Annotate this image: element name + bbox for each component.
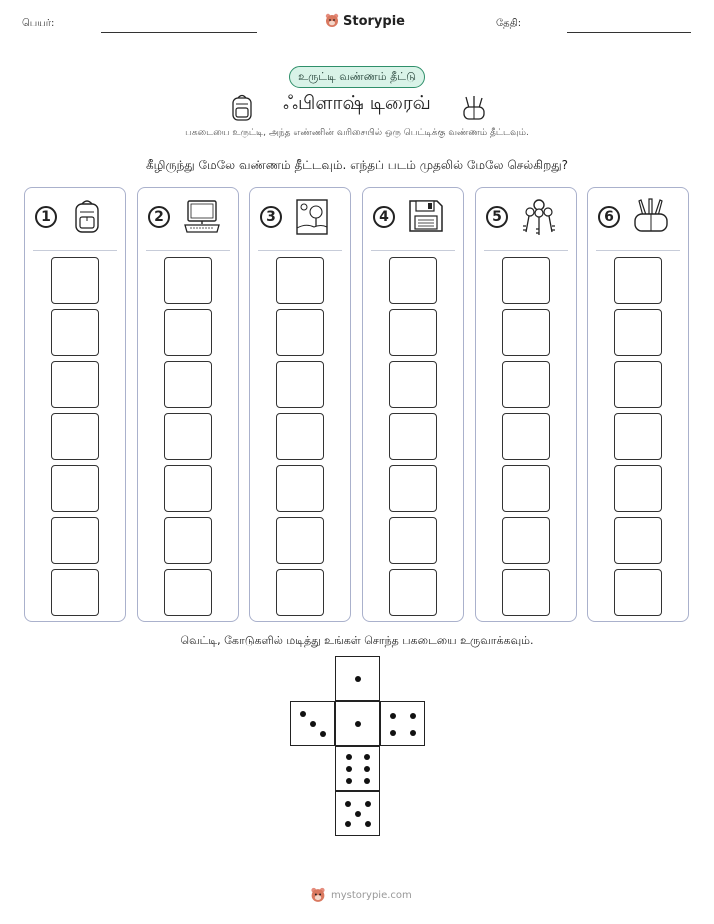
color-box[interactable]: [164, 465, 212, 512]
color-box[interactable]: [389, 465, 437, 512]
column-number: 1: [35, 206, 57, 228]
color-box[interactable]: [51, 413, 99, 460]
color-box[interactable]: [502, 361, 550, 408]
color-box[interactable]: [164, 517, 212, 564]
computer-icon: [182, 198, 222, 234]
color-box[interactable]: [276, 413, 324, 460]
column-4: [362, 187, 464, 622]
color-box[interactable]: [614, 361, 662, 408]
column-number: 5: [486, 206, 508, 228]
color-box[interactable]: [51, 257, 99, 304]
page-title: ஃபிளாஷ் டிரைவ்: [283, 92, 431, 114]
column-1: [24, 187, 126, 622]
column-number: 4: [373, 206, 395, 228]
activity-pill: உருட்டி வண்ணம் தீட்டு: [289, 66, 425, 88]
column-divider: [371, 250, 455, 251]
color-box[interactable]: [164, 309, 212, 356]
name-line[interactable]: [101, 32, 257, 33]
die-pip: [310, 721, 316, 727]
color-box[interactable]: [164, 361, 212, 408]
die-pip: [345, 801, 351, 807]
die-pip: [320, 731, 326, 737]
color-box[interactable]: [502, 517, 550, 564]
die-pip: [365, 821, 371, 827]
date-line[interactable]: [567, 32, 691, 33]
brand-name: Storypie: [343, 13, 405, 29]
color-box[interactable]: [276, 517, 324, 564]
color-box[interactable]: [51, 361, 99, 408]
column-2: [137, 187, 239, 622]
color-box[interactable]: [51, 465, 99, 512]
die-face-bottom: [335, 746, 380, 791]
die-pip: [355, 721, 361, 727]
die-pip: [410, 713, 416, 719]
floppy-disk-icon: [407, 198, 445, 234]
dice-instruction: வெட்டி, கோடுகளில் மடித்து உங்கள் சொந்த பகடையை உருவாக்கவும்.: [180, 634, 534, 647]
color-box[interactable]: [502, 309, 550, 356]
instruction: கீழிருந்து மேலே வண்ணம் தீட்டவும். எந்தப் படம் முதலில் மேலே செல்கிறது?: [145, 158, 569, 172]
color-box[interactable]: [389, 309, 437, 356]
die-pip: [390, 730, 396, 736]
pencil-case-icon: [461, 94, 487, 122]
color-box[interactable]: [276, 465, 324, 512]
color-box[interactable]: [502, 413, 550, 460]
color-box[interactable]: [276, 361, 324, 408]
column-number: 6: [598, 206, 620, 228]
die-pip: [364, 778, 370, 784]
color-box[interactable]: [276, 309, 324, 356]
backpack-icon: [69, 198, 105, 234]
color-box[interactable]: [389, 413, 437, 460]
die-pip: [364, 766, 370, 772]
column-number: 3: [260, 206, 282, 228]
die-pip: [345, 821, 351, 827]
color-box[interactable]: [389, 517, 437, 564]
column-3: [249, 187, 351, 622]
die-face-top: [335, 656, 380, 701]
keys-icon: [520, 198, 558, 238]
color-box[interactable]: [614, 257, 662, 304]
column-6: [587, 187, 689, 622]
die-pip: [346, 754, 352, 760]
die-face-center: [335, 701, 380, 746]
die-face-back: [335, 791, 380, 836]
color-box[interactable]: [614, 569, 662, 616]
color-box[interactable]: [276, 569, 324, 616]
color-box[interactable]: [389, 361, 437, 408]
die-pip: [364, 754, 370, 760]
color-box[interactable]: [164, 257, 212, 304]
die-pip: [410, 730, 416, 736]
color-box[interactable]: [51, 517, 99, 564]
pencil-case-icon: [632, 198, 670, 234]
column-divider: [258, 250, 342, 251]
column-5: [475, 187, 577, 622]
column-divider: [33, 250, 117, 251]
color-box[interactable]: [51, 569, 99, 616]
date-label: தேதி:: [496, 18, 522, 29]
color-box[interactable]: [502, 465, 550, 512]
die-face-left: [290, 701, 335, 746]
color-box[interactable]: [51, 309, 99, 356]
column-divider: [596, 250, 680, 251]
die-pip: [390, 713, 396, 719]
die-pip: [346, 778, 352, 784]
color-box[interactable]: [389, 257, 437, 304]
column-number: 2: [148, 206, 170, 228]
color-box[interactable]: [502, 569, 550, 616]
landscape-picture-icon: [294, 198, 330, 236]
die-pip: [300, 711, 306, 717]
name-label: பெயர்:: [22, 18, 55, 29]
subtitle: பகடையை உருட்டி, அந்த எண்ணின் வரிசையில் ஒரு பெட்டிக்கு வண்ணம் தீட்டவும்.: [185, 128, 529, 138]
color-box[interactable]: [389, 569, 437, 616]
color-box[interactable]: [614, 465, 662, 512]
footer: [310, 887, 412, 904]
color-box[interactable]: [502, 257, 550, 304]
die-pip: [346, 766, 352, 772]
die-pip: [355, 676, 361, 682]
column-divider: [146, 250, 230, 251]
color-box[interactable]: [276, 257, 324, 304]
color-box[interactable]: [614, 309, 662, 356]
column-divider: [484, 250, 568, 251]
bear-icon: [310, 887, 326, 904]
die-pip: [355, 811, 361, 817]
color-box[interactable]: [614, 517, 662, 564]
bear-icon: [325, 13, 339, 29]
color-box[interactable]: [164, 413, 212, 460]
die-face-right: [380, 701, 425, 746]
brand-logo: [325, 13, 405, 29]
color-box[interactable]: [164, 569, 212, 616]
die-pip: [365, 801, 371, 807]
footer-site[interactable]: mystorypie.com: [331, 890, 412, 901]
color-box[interactable]: [614, 413, 662, 460]
